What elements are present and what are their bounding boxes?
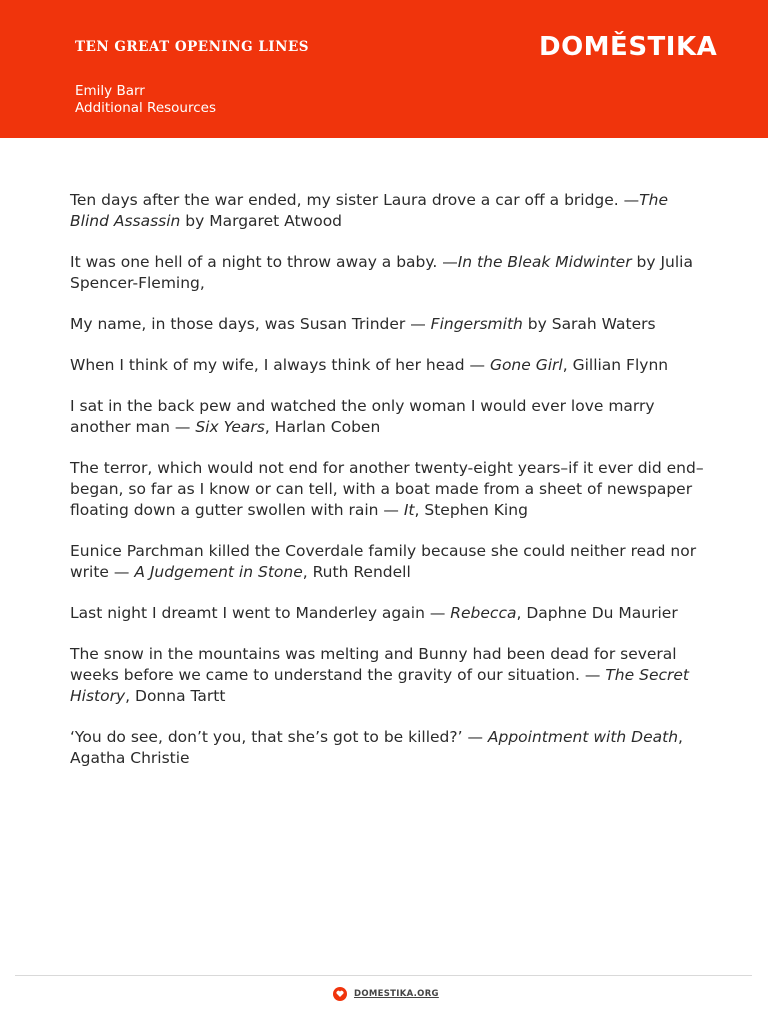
- quote-attribution: , Harlan Coben: [264, 418, 381, 436]
- quote-attribution: by Julia Spencer-Fleming,: [70, 253, 693, 292]
- quote-text: Ten days after the war ended, my sister Laura drove a car off a bridge. —: [70, 191, 640, 209]
- quote-attribution: , Agatha Christie: [70, 728, 683, 767]
- quote-item: [70, 396, 710, 438]
- quote-book-title: Rebecca: [450, 604, 517, 622]
- quote-attribution: , Donna Tartt: [125, 687, 226, 705]
- quote-book-title: Appointment with Death: [487, 728, 679, 746]
- quote-text: Eunice Parchman killed the Coverdale family because she could neither read nor write —: [70, 542, 697, 581]
- quote-item: [70, 541, 710, 583]
- quote-text: I sat in the back pew and watched the only woman I would ever love marry another man —: [70, 397, 655, 436]
- quote-attribution: , Daphne Du Maurier: [516, 604, 678, 622]
- quote-item: [70, 355, 710, 376]
- quote-item: [70, 458, 710, 521]
- quote-book-title: The Secret History: [70, 666, 689, 705]
- document-title: TEN GREAT OPENING LINES: [75, 39, 310, 55]
- quote-attribution: , Ruth Rendell: [302, 563, 411, 581]
- header-banner: [0, 0, 768, 138]
- quote-attribution: , Stephen King: [414, 501, 528, 519]
- quote-book-title: It: [403, 501, 415, 519]
- quote-item: [70, 644, 710, 707]
- quote-text: The snow in the mountains was melting and Bunny had been dead for several weeks before we came to understand the gravity of our situation. —: [70, 645, 677, 684]
- quote-item: [70, 190, 710, 232]
- quote-book-title: Gone Girl: [489, 356, 563, 374]
- quote-book-title: In the Bleak Midwinter: [457, 253, 632, 271]
- quote-item: [70, 252, 710, 294]
- quote-book-title: Six Years: [195, 418, 265, 436]
- domestika-heart-icon: [333, 987, 347, 1001]
- quote-text: ‘You do see, don’t you, that she’s got to be killed?’ —: [70, 728, 488, 746]
- domestika-logo: DOMĚSTIKA: [539, 32, 718, 62]
- footer-divider: [15, 975, 752, 976]
- quote-text: The terror, which would not end for another twenty-eight years–if it ever did end–began, so far as I know or can tell, with a boat made from a sheet of newspaper floating down a gutter swollen with rain —: [70, 459, 704, 519]
- author-name: Emily Barr: [75, 83, 145, 99]
- document-subtitle: Additional Resources: [75, 100, 217, 116]
- quote-attribution: by Margaret Atwood: [180, 212, 343, 230]
- footer-link[interactable]: DOMESTIKA.ORG: [354, 989, 439, 999]
- quote-attribution: by Sarah Waters: [522, 315, 656, 333]
- quote-text: Last night I dreamt I went to Manderley again —: [70, 604, 451, 622]
- quote-item: [70, 314, 710, 335]
- quote-item: [70, 727, 710, 769]
- quote-text: My name, in those days, was Susan Trinder —: [70, 315, 431, 333]
- quote-list: [70, 190, 710, 789]
- footer: [333, 986, 439, 1002]
- quote-book-title: The Blind Assassin: [70, 191, 668, 230]
- quote-book-title: Fingersmith: [430, 315, 523, 333]
- quote-item: [70, 603, 710, 624]
- quote-text: It was one hell of a night to throw away a baby. —: [70, 253, 458, 271]
- quote-attribution: , Gillian Flynn: [562, 356, 669, 374]
- quote-book-title: A Judgement in Stone: [134, 563, 303, 581]
- quote-text: When I think of my wife, I always think of her head —: [70, 356, 490, 374]
